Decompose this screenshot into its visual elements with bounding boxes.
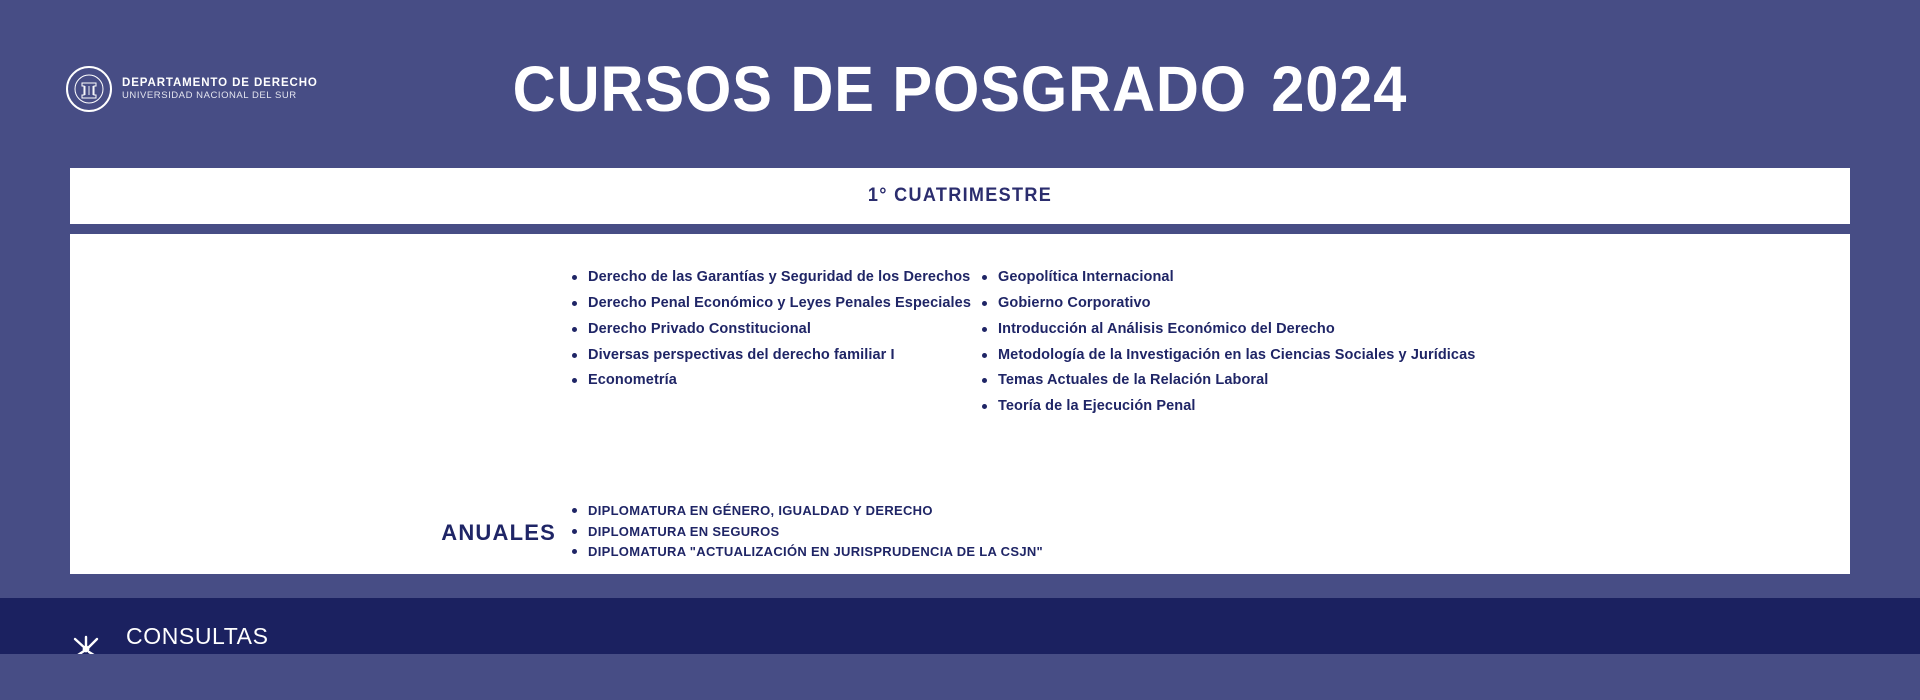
courses-label-column: [70, 268, 570, 486]
list-item: Diversas perspectivas del derecho familiar I: [570, 346, 980, 365]
university-name: UNIVERSIDAD NACIONAL DEL SUR: [122, 90, 297, 102]
list-item: Teoría de la Ejecución Penal: [980, 397, 1850, 416]
department-name: DEPARTAMENTO DE DERECHO: [122, 76, 318, 89]
page-title: [67, 52, 1853, 126]
list-item: Introducción al Análisis Económico del Derecho: [980, 320, 1850, 339]
list-item: Temas Actuales de la Relación Laboral: [980, 371, 1850, 390]
course-list-left: [570, 268, 980, 390]
consultas-label: CONSULTAS: [126, 622, 269, 649]
list-item: Metodología de la Investigación en las Ciencias Sociales y Jurídicas: [980, 346, 1850, 365]
footer-bottom-strip: [0, 654, 1920, 700]
courses-column-right: [980, 268, 1850, 486]
list-item: Derecho de las Garantías y Seguridad de los Derechos: [570, 268, 980, 287]
courses-card: [70, 234, 1850, 486]
page-title-year: 2024: [1271, 53, 1408, 125]
course-list-right: [980, 268, 1850, 416]
list-item: Geopolítica Internacional: [980, 268, 1850, 287]
page-title-text: CURSOS DE POSGRADO: [512, 53, 1248, 125]
list-item: Gobierno Corporativo: [980, 294, 1850, 313]
list-item: DIPLOMATURA EN SEGUROS: [570, 523, 1043, 541]
courses-column-left: [570, 268, 980, 486]
list-item: DIPLOMATURA "ACTUALIZACIÓN EN JURISPRUDENCIA DE LA CSJN": [570, 543, 1043, 561]
annual-card: [70, 486, 1850, 574]
semester-banner: [70, 168, 1850, 224]
annual-section-label: ANUALES: [441, 520, 556, 545]
annual-list: [570, 502, 1043, 564]
semester-banner-label: 1° CUATRIMESTRE: [867, 185, 1053, 206]
list-item: Derecho Penal Económico y Leyes Penales Especiales: [570, 294, 980, 313]
list-item: Derecho Privado Constitucional: [570, 320, 980, 339]
poster-header: [0, 0, 1920, 168]
list-item: DIPLOMATURA EN GÉNERO, IGUALDAD Y DERECHO: [570, 502, 1043, 520]
list-item: Econometría: [570, 371, 980, 390]
